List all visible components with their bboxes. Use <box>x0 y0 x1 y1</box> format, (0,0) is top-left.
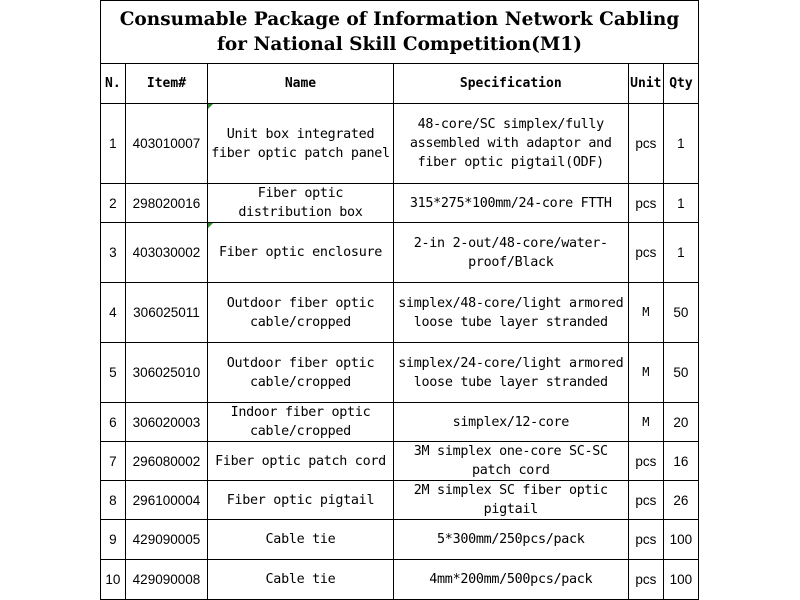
row-name <box>208 184 394 223</box>
row-unit <box>628 442 663 481</box>
row-item-number <box>125 442 207 481</box>
row-name-text: Fiber optic enclosure <box>218 245 382 260</box>
row-unit <box>628 481 663 520</box>
row-item-number-text: 296100004 <box>132 492 201 508</box>
row-unit-text: M <box>642 305 650 319</box>
row-number-text: 3 <box>109 245 117 260</box>
table-row <box>101 184 699 223</box>
row-qty-text: 1 <box>677 136 685 151</box>
row-item-number-text: 403030002 <box>132 245 201 260</box>
row-number <box>101 403 126 442</box>
row-unit <box>628 560 663 600</box>
row-qty <box>663 184 698 223</box>
header-specification: Specification <box>393 64 628 104</box>
row-number-text: 8 <box>109 492 117 508</box>
package-table-sheet <box>100 0 699 600</box>
table-title-line-2: for National Skill Competition(M1) <box>216 34 583 55</box>
row-qty-text: 50 <box>673 305 689 320</box>
row-specification-text: 315*275*100mm/24-core FTTH <box>409 195 612 211</box>
row-number <box>101 520 126 560</box>
row-name-text: Fiber optic patch cord <box>215 453 386 469</box>
row-qty-text: 1 <box>677 195 685 211</box>
row-number-text: 5 <box>109 365 117 380</box>
row-item-number-text: 429090008 <box>132 572 201 587</box>
table-row <box>101 104 699 184</box>
row-specification-text: 5*300mm/250pcs/pack <box>437 532 585 547</box>
row-unit <box>628 184 663 223</box>
header-unit: Unit <box>628 64 663 104</box>
row-item-number-text: 306025011 <box>133 305 200 320</box>
row-item-number-text: 306020003 <box>132 414 201 430</box>
row-name <box>208 481 394 520</box>
row-qty-text: 50 <box>673 365 689 380</box>
row-name <box>208 104 394 184</box>
row-qty-text: 16 <box>673 453 689 469</box>
table-row <box>101 481 699 520</box>
row-specification-text: 2-in 2-out/48-core/water-proof/Black <box>413 235 608 270</box>
row-specification <box>393 223 628 283</box>
header-name: Name <box>208 64 394 104</box>
row-qty-text: 100 <box>669 532 693 547</box>
row-qty <box>663 343 698 403</box>
table-row <box>101 442 699 481</box>
row-name-text: Indoor fiber optic cable/cropped <box>230 405 371 439</box>
row-item-number-text: 298020016 <box>132 195 201 211</box>
table-row <box>101 283 699 343</box>
row-item-number <box>125 560 207 600</box>
row-qty <box>663 283 698 343</box>
row-number <box>101 283 126 343</box>
row-name <box>208 403 394 442</box>
row-name <box>208 283 394 343</box>
row-qty <box>663 481 698 520</box>
table-title <box>101 1 699 64</box>
row-number <box>101 560 126 600</box>
row-qty <box>663 560 698 600</box>
row-number-text: 1 <box>109 136 117 151</box>
table-row <box>101 560 699 600</box>
row-name-text: Fiber optic pigtail <box>226 492 375 508</box>
row-unit-text: pcs <box>635 136 657 151</box>
row-specification <box>393 481 628 520</box>
table-row <box>101 223 699 283</box>
row-number <box>101 184 126 223</box>
row-name-text: Cable tie <box>265 572 336 587</box>
row-unit-text: pcs <box>635 245 657 260</box>
row-number-text: 2 <box>109 195 117 211</box>
row-specification <box>393 104 628 184</box>
header-qty: Qty <box>663 64 698 104</box>
row-specification-text: simplex/48-core/light armored loose tube layer stranded <box>398 295 624 330</box>
row-item-number <box>125 223 207 283</box>
row-specification <box>393 520 628 560</box>
cell-comment-marker-icon <box>208 223 213 228</box>
row-number <box>101 104 126 184</box>
row-item-number <box>125 343 207 403</box>
row-number-text: 6 <box>109 414 117 430</box>
row-name <box>208 343 394 403</box>
row-number-text: 10 <box>105 572 121 587</box>
row-item-number-text: 296080002 <box>132 453 201 469</box>
row-specification <box>393 442 628 481</box>
header-no: N. <box>101 64 126 104</box>
table-row <box>101 520 699 560</box>
row-qty-text: 100 <box>669 572 693 587</box>
row-qty-text: 26 <box>673 492 689 508</box>
row-qty <box>663 223 698 283</box>
header-item: Item# <box>125 64 207 104</box>
row-name <box>208 442 394 481</box>
table-row <box>101 343 699 403</box>
row-unit-text: pcs <box>635 572 657 587</box>
row-name-text: Fiber optic distribution box <box>238 186 363 220</box>
row-item-number-text: 306025010 <box>132 365 201 380</box>
row-unit <box>628 520 663 560</box>
row-name-text: Outdoor fiber optic cable/cropped <box>226 295 375 330</box>
row-specification-text: 2M simplex SC fiber optic pigtail <box>413 483 608 517</box>
row-name <box>208 560 394 600</box>
row-unit-text: pcs <box>635 195 657 211</box>
row-qty <box>663 442 698 481</box>
row-qty-text: 20 <box>673 414 689 430</box>
row-specification-text: 48-core/SC simplex/fully assembled with adaptor and fiber optic pigtail(ODF) <box>409 117 612 170</box>
row-qty-text: 1 <box>677 245 685 260</box>
row-name <box>208 520 394 560</box>
row-specification-text: 3M simplex one-core SC-SC patch cord <box>413 444 608 478</box>
row-unit-text: pcs <box>635 453 657 469</box>
row-qty <box>663 403 698 442</box>
row-number-text: 7 <box>109 453 117 469</box>
cell-comment-marker-icon <box>208 104 213 109</box>
table-row <box>101 403 699 442</box>
row-unit <box>628 343 663 403</box>
package-table <box>100 0 699 600</box>
row-item-number <box>125 184 207 223</box>
row-number <box>101 343 126 403</box>
row-name-text: Cable tie <box>265 532 336 547</box>
row-item-number-text: 403010007 <box>132 136 201 151</box>
row-specification-text: simplex/24-core/light armored loose tube layer stranded <box>398 355 624 390</box>
row-qty <box>663 104 698 184</box>
row-unit <box>628 223 663 283</box>
row-item-number <box>125 481 207 520</box>
row-number-text: 4 <box>109 305 117 320</box>
row-item-number <box>125 104 207 184</box>
row-number <box>101 442 126 481</box>
row-specification-text: simplex/12-core <box>452 414 569 430</box>
row-specification <box>393 560 628 600</box>
row-item-number <box>125 520 207 560</box>
row-name <box>208 223 394 283</box>
row-unit <box>628 104 663 184</box>
row-number-text: 9 <box>109 532 117 547</box>
row-number <box>101 223 126 283</box>
row-number <box>101 481 126 520</box>
row-name-text: Outdoor fiber optic cable/cropped <box>226 355 375 390</box>
header-row <box>101 64 699 104</box>
row-specification <box>393 403 628 442</box>
row-unit <box>628 283 663 343</box>
row-specification <box>393 343 628 403</box>
row-qty <box>663 520 698 560</box>
table-body <box>101 104 699 600</box>
row-name-text: Unit box integrated fiber optic patch panel <box>211 126 390 161</box>
row-unit-text: M <box>642 414 650 429</box>
row-item-number <box>125 403 207 442</box>
row-unit-text: pcs <box>635 532 657 547</box>
row-item-number-text: 429090005 <box>132 532 201 547</box>
row-unit <box>628 403 663 442</box>
row-specification <box>393 184 628 223</box>
table-title-line-1: Consumable Package of Information Network Cabling <box>119 9 680 30</box>
row-specification-text: 4mm*200mm/500pcs/pack <box>429 572 593 587</box>
row-item-number <box>125 283 207 343</box>
row-unit-text: pcs <box>635 492 657 508</box>
row-specification <box>393 283 628 343</box>
row-unit-text: M <box>642 365 650 379</box>
